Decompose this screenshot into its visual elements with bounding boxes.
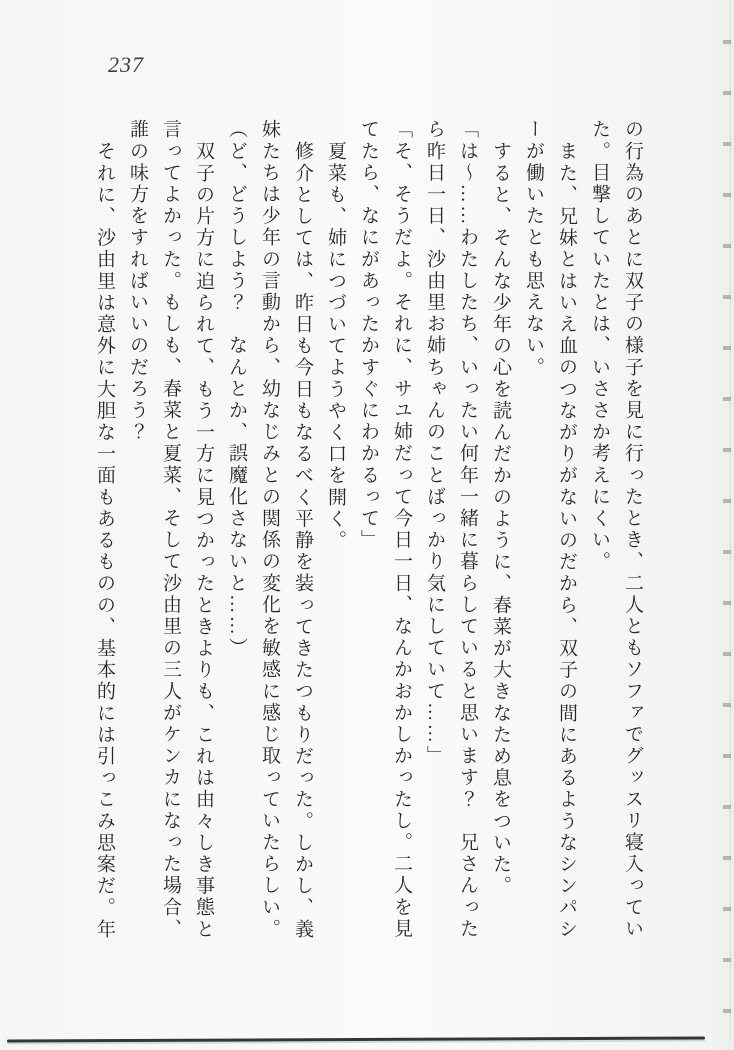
text-line: それに、沙由里は意外に大胆な一面もあるものの、基本的には引っこみ思案だ。年 xyxy=(94,140,115,940)
text-line: 双子の片方に迫られて、もう一方に見つかったときよりも、これは由々しき事態と xyxy=(193,140,214,940)
page-bottom-edge-line xyxy=(7,1036,705,1042)
text-line: の行為のあとに双子の様子を見に行ったとき、二人ともソファでグッスリ寝入ってい xyxy=(622,119,643,940)
text-line: てたら、なにがあったかすぐにわかるって」 xyxy=(358,119,379,551)
text-line: 修介としては、昨日も今日もなるべく平静を装ってきたつもりだった。しかし、義 xyxy=(292,140,313,940)
page-right-edge-artifacts xyxy=(723,0,731,1040)
text-line: 「そ、そうだよ。それに、サユ姉だって今日一日、なんかおかしかったし。二人を見 xyxy=(391,119,412,940)
text-line: ら昨日一日、沙由里お姉ちゃんのことばっかり気にしていて……」 xyxy=(424,119,445,767)
text-line: また、兄妹とはいえ血のつながりがないのだから、双子の間にあるようなシンパシ xyxy=(556,140,577,940)
text-line: 「は〜……わたしたち、いったい何年一緒に暮らしていると思います？ 兄さんった xyxy=(457,119,478,940)
text-line: 誰の味方をすればいいのだろう？ xyxy=(127,119,148,443)
text-line: （ど、どうしよう？ なんとか、誤魔化さないと……） xyxy=(226,119,247,659)
text-block xyxy=(86,119,649,945)
text-line: 夏菜も、姉につづいてようやく口を開く。 xyxy=(325,140,346,551)
text-line: た。目撃していたとは、いささか考えにくい。 xyxy=(589,119,610,573)
text-line: すると、そんな少年の心を読んだかのように、春菜が大きなため息をついた。 xyxy=(490,140,511,897)
page-number: 237 xyxy=(108,52,144,77)
text-line: ーが働いたとも思えない。 xyxy=(523,119,544,379)
text-line: 妹たちは少年の言動から、幼なじみとの関係の変化を敏感に感じ取っていたらしい。 xyxy=(259,119,280,940)
text-line: 言ってよかった。もしも、春菜と夏菜、そして沙由里の三人がケンカになった場合、 xyxy=(160,119,181,940)
